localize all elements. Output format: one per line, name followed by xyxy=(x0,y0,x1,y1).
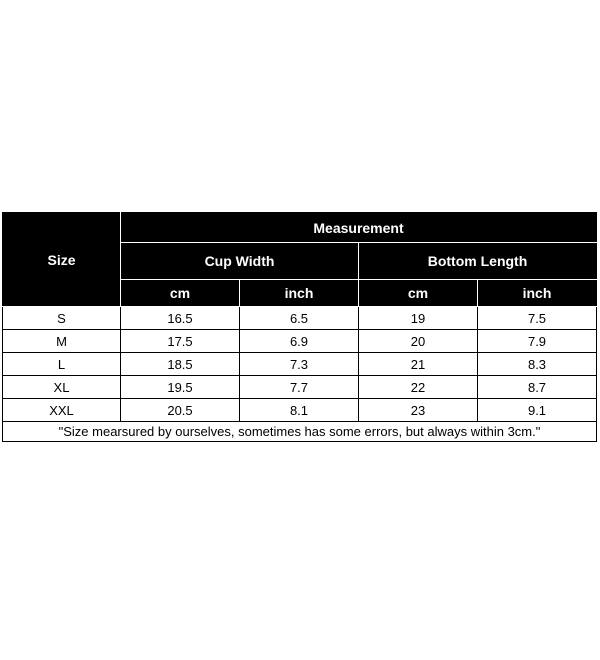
measurement-header: Measurement xyxy=(121,213,597,243)
cup-width-inch-cell: 8.1 xyxy=(240,399,359,422)
bottom-length-cm-cell: 19 xyxy=(359,307,478,330)
bottom-length-cm-cell: 20 xyxy=(359,330,478,353)
bottom-length-header: Bottom Length xyxy=(359,243,597,280)
cup-width-header: Cup Width xyxy=(121,243,359,280)
unit-header-bottom-inch: inch xyxy=(478,280,597,307)
bottom-length-cm-cell: 21 xyxy=(359,353,478,376)
note-row xyxy=(3,422,597,442)
unit-header-cup-inch: inch xyxy=(240,280,359,307)
cup-width-inch-cell: 6.5 xyxy=(240,307,359,330)
size-cell: L xyxy=(3,353,121,376)
size-cell: XL xyxy=(3,376,121,399)
size-table xyxy=(2,212,597,442)
bottom-length-inch-cell: 7.9 xyxy=(478,330,597,353)
bottom-length-cm-cell: 22 xyxy=(359,376,478,399)
cup-width-cm-cell: 19.5 xyxy=(121,376,240,399)
bottom-length-inch-cell: 7.5 xyxy=(478,307,597,330)
unit-header-bottom-cm: cm xyxy=(359,280,478,307)
cup-width-cm-cell: 20.5 xyxy=(121,399,240,422)
cup-width-inch-cell: 6.9 xyxy=(240,330,359,353)
bottom-length-inch-cell: 9.1 xyxy=(478,399,597,422)
table-row xyxy=(3,330,597,353)
bottom-length-inch-cell: 8.7 xyxy=(478,376,597,399)
table-row xyxy=(3,376,597,399)
size-note: "Size mearsured by ourselves, sometimes has some errors, but always within 3cm." xyxy=(3,422,597,442)
size-chart xyxy=(2,212,596,442)
cup-width-inch-cell: 7.3 xyxy=(240,353,359,376)
cup-width-inch-cell: 7.7 xyxy=(240,376,359,399)
size-header: Size xyxy=(3,213,121,307)
size-cell: S xyxy=(3,307,121,330)
table-row xyxy=(3,353,597,376)
size-cell: M xyxy=(3,330,121,353)
bottom-length-cm-cell: 23 xyxy=(359,399,478,422)
cup-width-cm-cell: 18.5 xyxy=(121,353,240,376)
table-row xyxy=(3,307,597,330)
unit-header-cup-cm: cm xyxy=(121,280,240,307)
size-cell: XXL xyxy=(3,399,121,422)
cup-width-cm-cell: 17.5 xyxy=(121,330,240,353)
table-row xyxy=(3,399,597,422)
bottom-length-inch-cell: 8.3 xyxy=(478,353,597,376)
cup-width-cm-cell: 16.5 xyxy=(121,307,240,330)
